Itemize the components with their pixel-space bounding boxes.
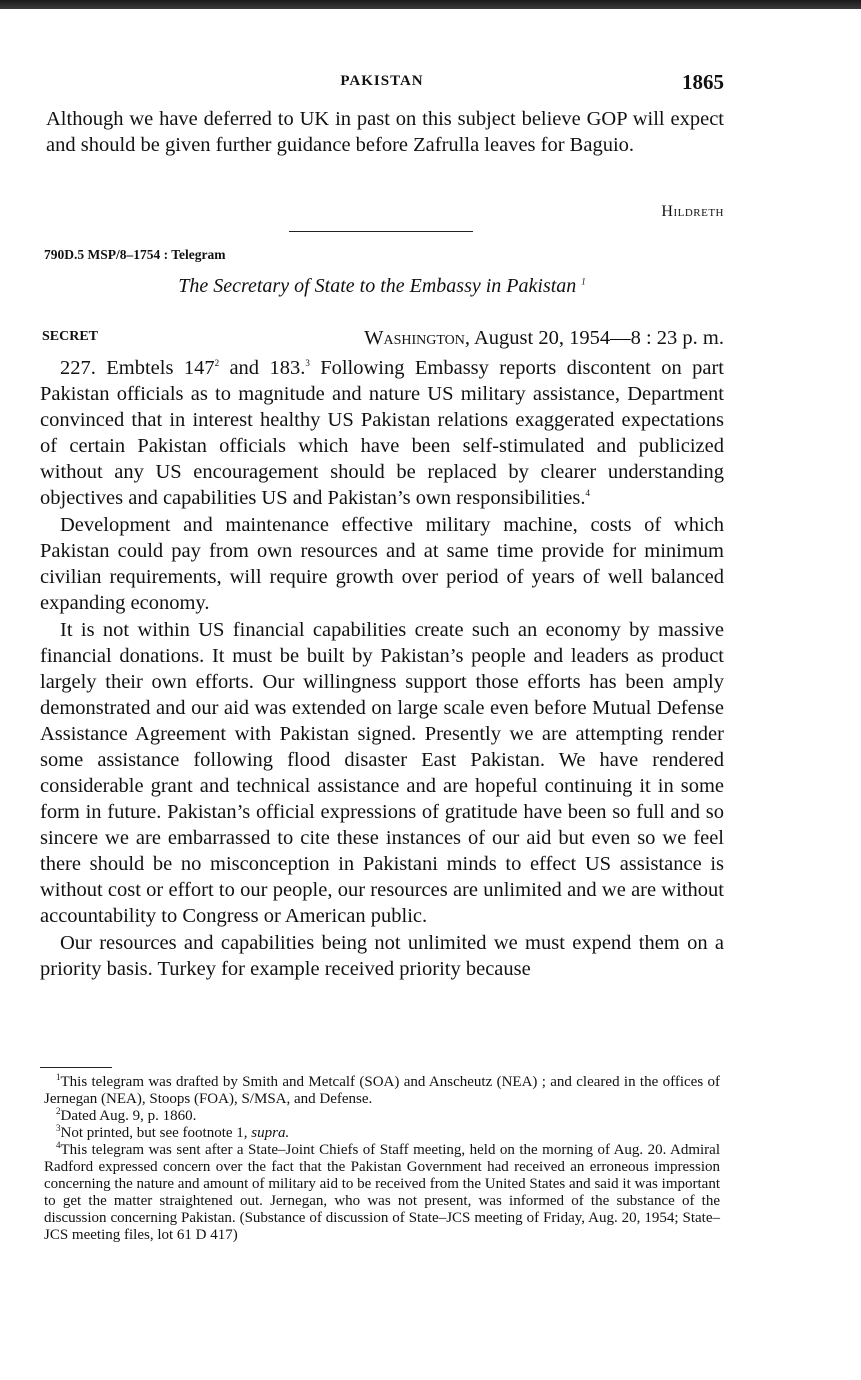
footnote-number: 4 bbox=[56, 1140, 61, 1150]
dateline bbox=[40, 327, 724, 353]
footnotes bbox=[44, 1074, 720, 1244]
paragraph-1 bbox=[40, 355, 724, 511]
place: Washington, bbox=[364, 327, 470, 349]
running-header bbox=[40, 70, 724, 98]
footnote-text: Dated Aug. 9, p. 1860. bbox=[60, 1108, 197, 1124]
running-title: PAKISTAN bbox=[340, 73, 424, 89]
document-id: 790D.5 MSP/8–1754 : Telegram bbox=[44, 247, 226, 262]
footnote-text: Not printed, but see footnote 1, bbox=[60, 1125, 252, 1141]
footnote-ref: 4 bbox=[585, 488, 590, 499]
footnote-ref: 2 bbox=[214, 358, 220, 369]
footnote-3 bbox=[44, 1125, 720, 1142]
continuation-paragraph: Although we have deferred to UK in past on this subject believe GOP will expect and should be given further guidance before Zafrulla leaves for Baguio. bbox=[46, 108, 724, 156]
footnote-4 bbox=[44, 1142, 720, 1244]
paragraph-text: 227. Embtels 147 bbox=[60, 357, 215, 379]
scan-top-edge bbox=[0, 0, 861, 9]
paragraph-text: Following Embassy reports discontent on part Pakistan officials as to magnitude and nature US military assistance, Department convinced that in interest healthy US Pakistan relations exaggerated expectations of certain Pakistan officials which have been self-stimulated and publicized without any US encouragement should be replaced by clearer understanding objectives and capabilities US and Pakistan’s own responsibilities. bbox=[40, 357, 724, 509]
footnote-ref: 3 bbox=[305, 358, 310, 369]
telegram-body bbox=[40, 355, 724, 983]
document-title bbox=[40, 275, 724, 298]
page-number: 1865 bbox=[682, 70, 724, 94]
paragraph-text: and 183. bbox=[219, 357, 306, 379]
paragraph-4: Our resources and capabilities being not unlimited we must expend them on a priority basis. Turkey for example received priority because bbox=[40, 932, 724, 980]
paragraph-3: It is not within US financial capabilities create such an economy by massive financial donations. It must be built by Pakistan’s people and leaders as product largely their own efforts. Our willingness support those efforts has been amply demonstrated and our aid was extended on large scale even before Mutual Defense Assistance Agreement with Pakistan signed. Presently we are attempting render some assistance following flood disaster East Pakistan. We have rendered considerable grant and technical assistance and are hopeful continuing it in some form in future. Pakistan’s official expressions of gratitude have been so full and so sincere we are embarrassed to cite these instances of our aid but even so we feel there should be no misconception in Pakistani minds to effect US assistance is without cost or effort to our people, our resources are unlimited and we are without accountability to Congress or American public. bbox=[40, 619, 724, 927]
footnote-text: This telegram was drafted by Smith and Metcalf (SOA) and Anscheutz (NEA) ; and cleared in the offices of Jernegan (NEA), Stoops (FOA), S/MSA, and Defense. bbox=[44, 1074, 720, 1107]
footnote-1 bbox=[44, 1074, 720, 1108]
footnote-number: 2 bbox=[56, 1106, 61, 1116]
footnote-ref: 1 bbox=[581, 276, 586, 287]
paragraph-2: Development and maintenance effective military machine, costs of which Pakistan could pay from own resources and at same time provide for minimum civilian requirements, will require growth over period of years of well balanced expanding economy. bbox=[40, 514, 724, 614]
footnote-italic: supra. bbox=[251, 1125, 290, 1141]
date: August 20, 1954—8 : 23 p. m. bbox=[474, 327, 724, 349]
footnote-text: This telegram was sent after a State–Joint Chiefs of Staff meeting, held on the morning of Aug. 20. Admiral Radford expressed concern over the fact that the Pakistan Government had received an erroneous impression concerning the nature and amount of military aid to be received from the United States and said it was important to get the matter straightened out. Jernegan, who was not present, was informed of the substance of the discussion concerning Pakistan. (Substance of discussion of State–JCS meeting of Friday, Aug. 20, 1954; State–JCS meeting files, lot 61 D 417) bbox=[44, 1142, 720, 1243]
footnote-number: 1 bbox=[56, 1072, 61, 1082]
place-date bbox=[364, 327, 724, 350]
footnote-2 bbox=[44, 1108, 720, 1125]
section-divider bbox=[289, 231, 473, 232]
document-title-text: The Secretary of State to the Embassy in Pakistan bbox=[178, 275, 577, 297]
footnote-number: 3 bbox=[56, 1123, 61, 1133]
signature: Hildreth bbox=[661, 203, 724, 220]
classification: SECRET bbox=[42, 329, 99, 344]
footnote-divider bbox=[40, 1067, 112, 1068]
